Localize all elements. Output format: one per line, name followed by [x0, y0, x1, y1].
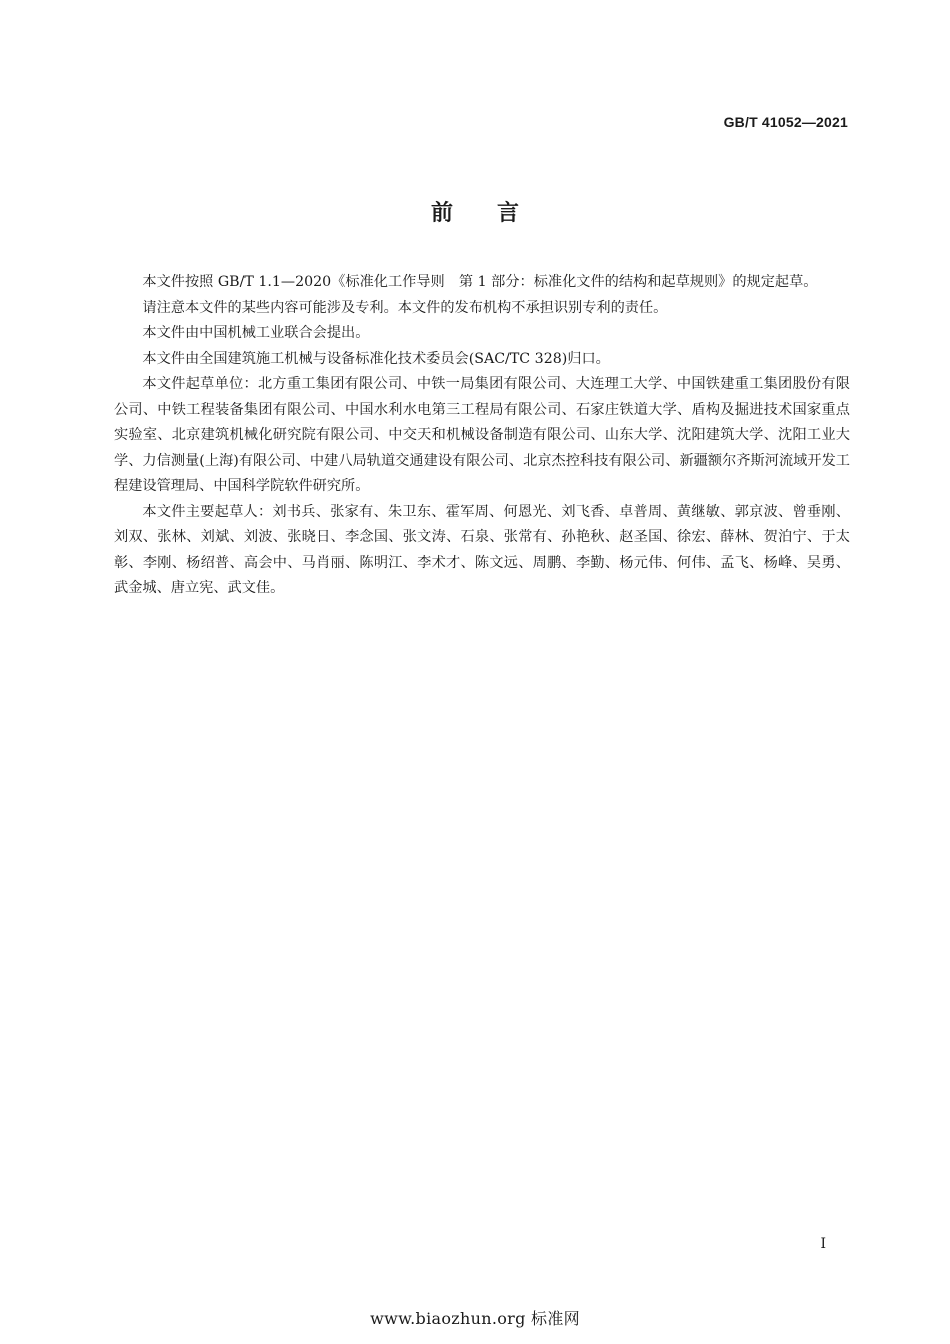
- footer-watermark: www.biaozhun.org 标准网: [370, 1309, 580, 1328]
- paragraph-drafting-rules: 本文件按照 GB/T 1.1—2020《标准化工作导则 第 1 部分：标准化文件的结构和起草规则》的规定起草。: [142, 274, 818, 290]
- title-char-1: 前: [430, 201, 453, 226]
- foreword-body: [114, 270, 850, 602]
- paragraph-drafters: 本文件主要起草人：刘书兵、张家有、朱卫东、霍军周、何恩光、刘飞香、卓普周、黄继敏、郭京波、曾垂刚、刘双、张林、刘斌、刘波、张晓日、李念国、张文涛、石泉、张常有、孙艳秋、赵圣国、徐宏、薛林、贺泊宁、于太彰、李刚、杨绍普、高会中、马肖丽、陈明江、李术才、陈文远、周鹏、李勤、杨元伟、何伟、孟飞、杨峰、吴勇、武金城、唐立宪、武文佳。: [114, 503, 850, 596]
- page-number: I: [820, 1236, 826, 1252]
- paragraph-drafting-units: 本文件起草单位：北方重工集团有限公司、中铁一局集团有限公司、大连理工大学、中国铁建重工集团股份有限公司、中铁工程装备集团有限公司、中国水利水电第三工程局有限公司、石家庄铁道大学、盾构及掘进技术国家重点实验室、北京建筑机械化研究院有限公司、中交天和机械设备制造有限公司、山东大学、沈阳建筑大学、沈阳工业大学、力信测量(上海)有限公司、中建八局轨道交通建设有限公司、北京杰控科技有限公司、新疆额尔齐斯河流域开发工程建设管理局、中国科学院软件研究所。: [114, 376, 850, 494]
- title-char-2: 言: [497, 201, 520, 226]
- paragraph-committee: 本文件由全国建筑施工机械与设备标准化技术委员会(SAC/TC 328)归口。: [142, 350, 610, 367]
- paragraph-patent-notice: 请注意本文件的某些内容可能涉及专利。本文件的发布机构不承担识别专利的责任。: [142, 299, 668, 316]
- standard-number: GB/T 41052—2021: [723, 114, 848, 130]
- page-title: [0, 196, 950, 227]
- paragraph-proposer: 本文件由中国机械工业联合会提出。: [142, 325, 370, 341]
